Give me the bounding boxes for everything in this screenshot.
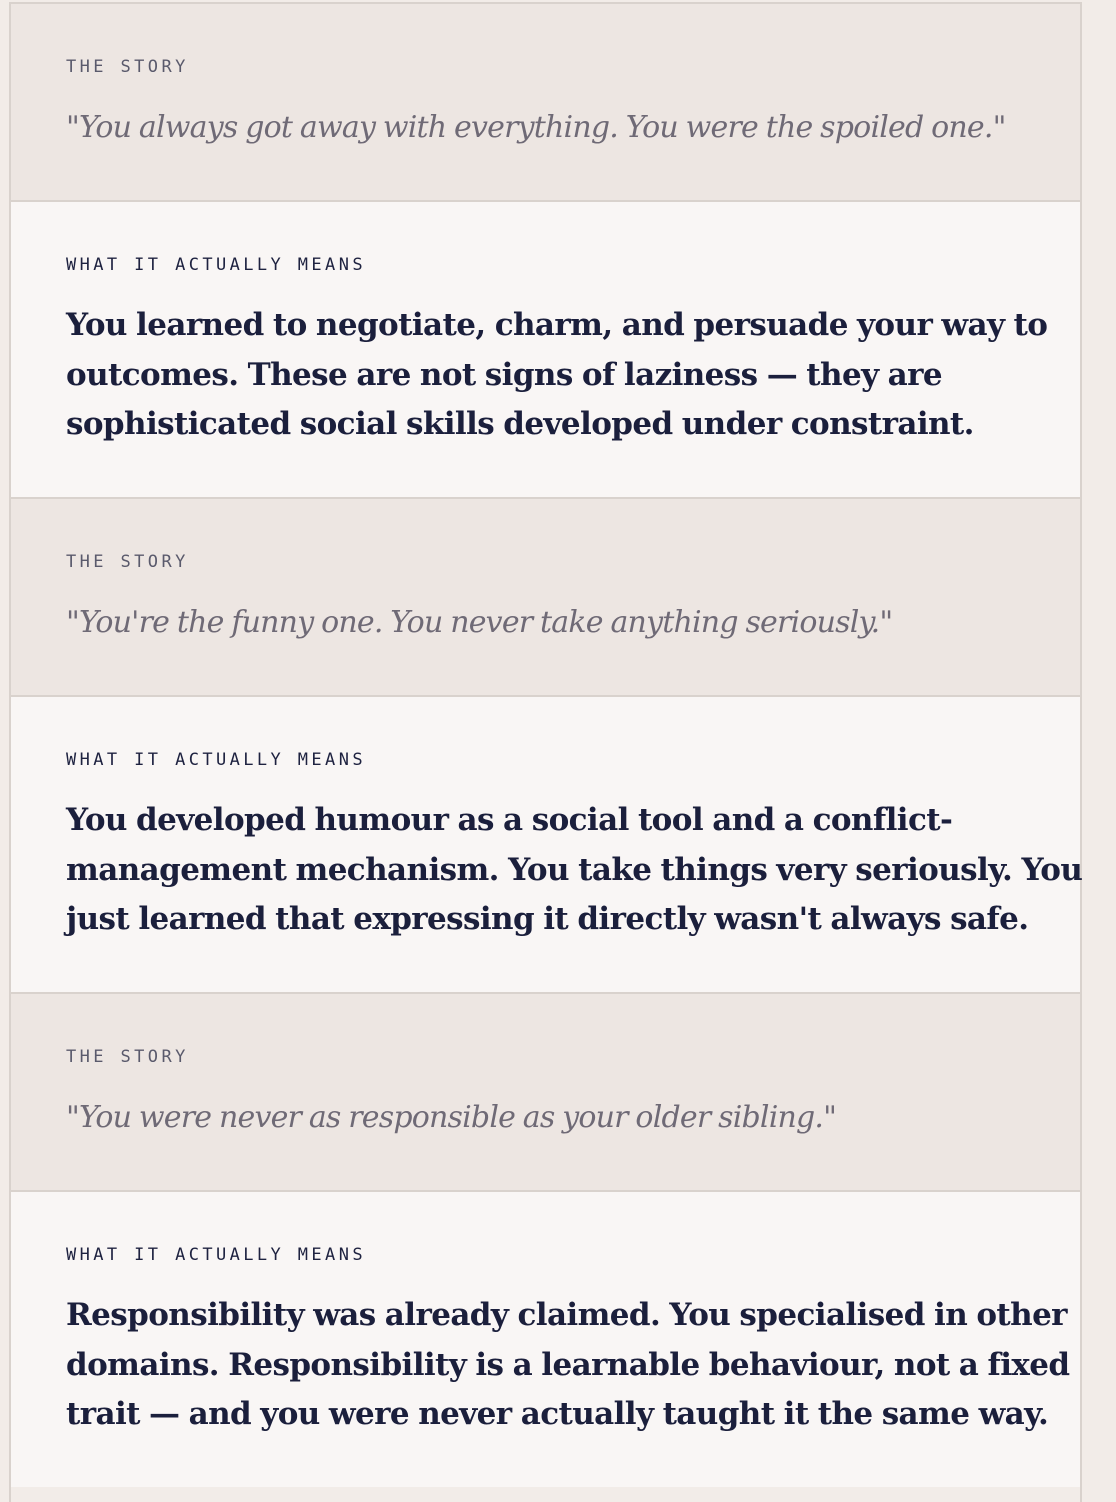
story-block xyxy=(11,497,1080,695)
meaning-label: WHAT IT ACTUALLY MEANS xyxy=(66,750,366,770)
story-block xyxy=(11,992,1080,1190)
meaning-text xyxy=(66,1291,1070,1440)
meaning-line: just learned that expressing it directly wasn't always safe. xyxy=(66,901,1029,937)
meaning-line: sophisticated social skills developed under constraint. xyxy=(66,406,974,442)
reframe-list xyxy=(9,2,1082,1502)
story-quote: "You were never as responsible as your older sibling." xyxy=(66,1100,837,1135)
story-quote: "You're the funny one. You never take anything seriously." xyxy=(66,605,893,640)
meaning-label: WHAT IT ACTUALLY MEANS xyxy=(66,1245,366,1265)
meaning-block xyxy=(11,200,1080,497)
story-label: THE STORY xyxy=(66,57,189,77)
meaning-label: WHAT IT ACTUALLY MEANS xyxy=(66,255,366,275)
meaning-line: Responsibility was already claimed. You specialised in other xyxy=(66,1297,1067,1333)
meaning-block xyxy=(11,1190,1080,1487)
story-label: THE STORY xyxy=(66,552,189,572)
meaning-text xyxy=(66,301,1056,450)
meaning-line: domains. Responsibility is a learnable behaviour, not a fixed xyxy=(66,1346,1070,1383)
meaning-block xyxy=(11,695,1083,992)
meaning-line: You learned to negotiate, charm, and persuade your way to xyxy=(66,307,1048,343)
meaning-line: trait — and you were never actually taught it the same way. xyxy=(66,1396,1049,1432)
story-label: THE STORY xyxy=(66,1047,189,1067)
meaning-line: management mechanism. You take things very seriously. You xyxy=(66,851,1083,888)
story-block xyxy=(11,2,1080,200)
meaning-line: outcomes. These are not signs of laziness — they are xyxy=(66,356,943,393)
story-quote: "You always got away with everything. You were the spoiled one." xyxy=(66,110,1006,145)
meaning-text xyxy=(66,796,1083,945)
meaning-line: You developed humour as a social tool and a conflict- xyxy=(66,802,953,838)
